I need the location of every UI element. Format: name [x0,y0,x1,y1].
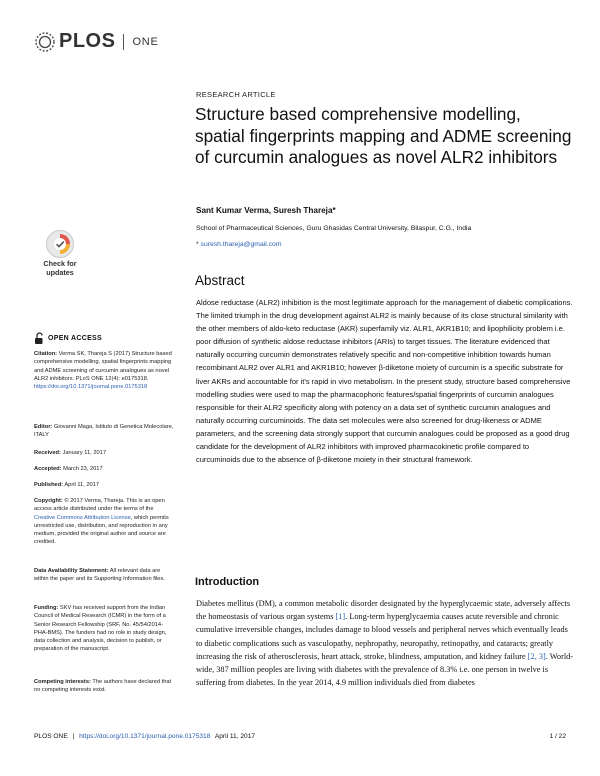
received-block [34,449,174,457]
open-access-label [34,332,102,345]
accepted-label: Accepted: [34,466,62,472]
page-footer [34,733,566,740]
copyright-block [34,497,174,547]
check-updates-line1: Check for [43,259,77,268]
funding-text: SKV has received support from the Indian Council of Medical Research (ICMR) in the form of a Senior Research Fellowship (SRF, No. 45/54/2014-PHA-BMS). The funders had no role in study design, data collection and analysis, decision to publish, or preparation of the manuscript. [34,605,167,653]
check-updates-line2: updates [46,267,74,277]
data-availability-label: Data Availability Statement: [34,568,109,574]
citation-doi-link[interactable]: https://doi.org/10.1371/journal.pone.0175318 [34,384,148,391]
copyright-text-2: , which permits unrestricted use, distribution, and reproduction in any medium, provided the original author and source are credited. [34,514,169,546]
reference-link-1[interactable]: [1] [335,612,346,622]
editor-block [34,423,174,440]
intro-text-1: Diabetes mellitus (DM), a common metabolic disorder designated by the hyperglycaemic state, adversely affects the homeostasis of various organ systems [196,599,571,622]
data-availability-text: All relevant data are within the paper and its Supporting Information files. [34,568,165,583]
logo-journal: ONE [132,35,159,48]
open-lock-icon [34,332,44,345]
plos-logo-icon [34,31,56,53]
citation-label: Citation: [34,351,58,357]
funding-label: Funding: [34,605,59,611]
abstract-text: Aldose reductase (ALR2) inhibition is the most legitimate approach for the management of diabetic complications. The limited triumph in the drug development against ALR2 is mainly because of its close structural similarity with the other members of aldo-keto reductase (AKR) superfamily viz. ALR1, AKR1B10; and lipophilicity problem i.e. poor diffusion of synthetic aldose reductase inhibitors (ARIs) to target tissues. The literature evidenced that naturally occurring curcumin demonstrates relatively specific and non-competitive inhibition towards human recombinant ALR2 over ALR1 and AKR1B10; however β-diketone moiety of curcumin is a specific substrate for liver AKRs and accountable for it's rapid in vivo metabolism. In the present study, structure based comprehensive modelling studies were used to map the pharmacophoric features/spatial fingerprints of curcumin analogues responsible for their ALR2 specificity along with potency on a data set of synthetic curcumin analogues and naturally occurring curcuminoids. The data set molecules were also screened for drug-likeness or ADME parameters, and the screening data strongly support that curcumin analogues could be proposed as a good drug candidate for the development of ALR2 inhibitors with improved pharmacokinetic profile compared to curcuminoids due to the absence of β-diketone moiety in their structural framework. [196,298,573,465]
affiliation: School of Pharmaceutical Sciences, Guru Ghasidas Central University, Bilaspur, C.G., India [196,225,472,232]
abstract-body [196,296,574,466]
reference-link-2-3[interactable]: [2, 3] [527,651,546,661]
authors: Sant Kumar Verma, Suresh Thareja* [196,206,336,215]
funding-block [34,604,174,654]
introduction-paragraph [196,597,574,689]
email-link[interactable]: suresh.thareja@gmail.com [200,241,282,248]
editor-text: Giovanni Maga, Istituto di Genetica Molecolare, ITALY [34,424,174,439]
footer-separator: | [72,733,75,740]
competing-interests-label: Competing interests: [34,679,91,685]
footer-doi-link[interactable]: https://doi.org/10.1371/journal.pone.0175318 [79,733,211,740]
footer-left [34,733,258,740]
check-updates-label [43,260,76,277]
data-availability-block [34,567,174,584]
copyright-label: Copyright: [34,498,63,504]
license-link[interactable]: Creative Commons Attribution License [34,514,131,521]
open-access-text: OPEN ACCESS [48,335,102,342]
page-number: 1 / 22 [549,733,566,740]
article-title: Structure based comprehensive modelling, spatial fingerprints mapping and ADME screening of curcumin analogues as novel ALR2 inhibitors [195,104,572,167]
email-star: * [196,241,199,248]
article-type: RESEARCH ARTICLE [196,90,276,99]
introduction-heading: Introduction [195,576,260,588]
intro-text-2: . Long-term hyperglycaemia causes acute reversible and chronic cumulative irreversible changes, includes damage to blood vessels and peripheral nerves which eventually leads to diabetic complications such as vasculopathy, nephropathy, neuropathy, retinopathy, and cataracts; greatly increasing the risk of atherosclerosis, heart attack, stroke, blindness, amputation, and kidney failure [196,612,568,661]
published-block [34,481,174,489]
footer-journal: PLOS ONE [34,733,68,740]
accepted-block [34,465,174,473]
check-updates-icon [45,229,75,259]
abstract-heading: Abstract [195,273,245,288]
accepted-date: March 23, 2017 [63,466,103,472]
competing-interests-text: The authors have declared that no competing interests exist. [34,679,172,694]
introduction-body [196,597,574,689]
received-date: January 11, 2017 [62,450,106,456]
published-label: Published: [34,482,64,488]
logo-word: PLOS [59,30,116,52]
editor-label: Editor: [34,424,53,430]
footer-date: April 11, 2017 [214,733,256,740]
check-for-updates-badge[interactable] [34,229,86,285]
competing-interests-block [34,678,174,695]
published-date: April 11, 2017 [64,482,100,488]
intro-text-3: . World-wide, 387 million peoples are living with diabetes with the prevalence of 8.3% i.e. one person in twelve is suffering from diabetes. In the year 2014, 4.9 million individuals died from diabetes [196,651,574,688]
logo-divider [123,34,124,50]
citation-block [34,350,174,391]
corresponding-email [196,241,282,248]
received-label: Received: [34,450,61,456]
copyright-text-1: © 2017 Verma, Thareja. This is an open access article distributed under the terms of the [34,498,165,513]
plos-logo[interactable] [34,30,159,53]
citation-text: Verma SK, Thareja S (2017) Structure based comprehensive modelling, spatial fingerprints mapping and ADME screening of curcumin analogues as novel ALR2 inhibitors. PLoS ONE 12(4): e0175318. [34,351,172,382]
